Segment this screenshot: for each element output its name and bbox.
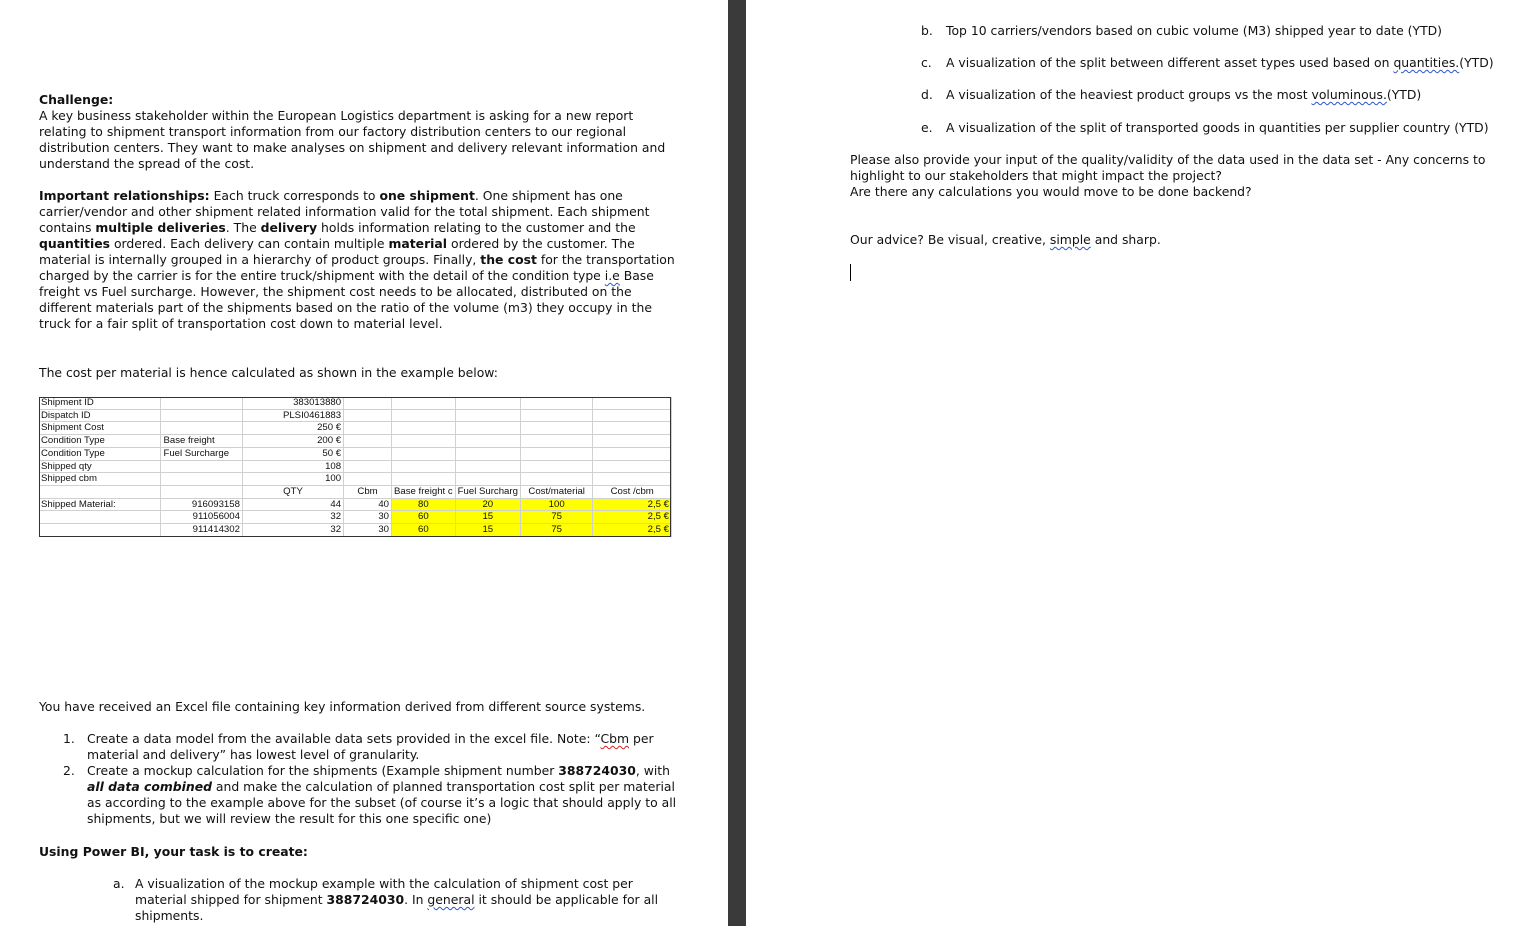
table-cell: 30 [344, 524, 392, 537]
relationships-paragraph [39, 188, 679, 332]
table-cell [161, 460, 242, 473]
table-cell [455, 409, 520, 422]
table-cell: Cbm [344, 485, 392, 498]
table-cell: 250 € [242, 422, 343, 435]
table-cell [161, 473, 242, 486]
table-cell: 383013880 [242, 397, 343, 409]
table-cell: 32 [242, 524, 343, 537]
list-text: and make the calculation of planned transportation cost split per material as according to the example above for the subset (of course it’s a logic that should apply to all shipments, but we will review the result for this one specific one) [87, 779, 677, 826]
rel-text: ordered by the customer. The material is internally grouped in a hierarchy of product groups. Finally, [39, 236, 635, 267]
table-cell [520, 435, 592, 448]
table-cell [161, 422, 242, 435]
table-cell: 75 [520, 524, 592, 537]
table-cell: 60 [392, 524, 456, 537]
table-row [39, 435, 672, 448]
rel-bold: multiple deliveries [95, 220, 226, 235]
table-cell [39, 511, 161, 524]
table-cell: Cost /cbm [593, 485, 672, 498]
list-text: Create a data model from the available data sets provided in the excel file. Note: “ [87, 731, 601, 746]
rel-bold: the cost [480, 252, 537, 267]
rel-text: . The [225, 220, 261, 235]
table-cell: Condition Type [39, 435, 161, 448]
challenge-section [39, 92, 679, 172]
table-cell: 100 [242, 473, 343, 486]
list-letter: b. [921, 23, 933, 38]
list-text: , with [635, 763, 670, 778]
table-cell [455, 397, 520, 409]
spellcheck-word: quantities. [1393, 55, 1460, 70]
table-cell: 50 € [242, 447, 343, 460]
table-cell: 100 [520, 498, 592, 511]
table-cell: Base freight c [392, 485, 456, 498]
table-cell [392, 435, 456, 448]
table-cell [593, 422, 672, 435]
table-cell [520, 473, 592, 486]
right-item-d [921, 87, 1521, 103]
challenge-body: A key business stakeholder within the European Logistics department is asking for a new report relating to shipment transport information from our factory distribution centers to our regional distribution centers. They want to make analyses on shipment and delivery relevant information and understand the spread of the cost. [39, 108, 666, 171]
spellcheck-word: general [427, 892, 475, 907]
list-item [39, 763, 679, 827]
table-cell: 108 [242, 460, 343, 473]
table-cell [520, 460, 592, 473]
table-cell: 2,5 € [593, 511, 672, 524]
table-cell [392, 473, 456, 486]
table-cell [455, 460, 520, 473]
table-cell [455, 435, 520, 448]
table-cell: 916093158 [161, 498, 242, 511]
spellcheck-word: simple [1049, 232, 1091, 247]
table-cell [344, 409, 392, 422]
rel-text: holds information relating to the customer and the [317, 220, 636, 235]
rel-text: for the transportation charged by the carrier is for the entire truck/shipment with the detail of the condition type [39, 252, 675, 283]
table-cell: Cost/material [520, 485, 592, 498]
table-cell: 30 [344, 511, 392, 524]
page-divider [728, 0, 746, 926]
list-text: it should be applicable for all shipments. [135, 892, 659, 923]
table-cell: Fuel Surcharg [455, 485, 520, 498]
table-row [39, 524, 672, 537]
table-cell [520, 422, 592, 435]
table-cell [455, 473, 520, 486]
shipment-number: 388724030 [326, 892, 405, 907]
table-cell: Shipped cbm [39, 473, 161, 486]
table-cell [344, 422, 392, 435]
list-letter: d. [921, 87, 933, 102]
list-emphasis: all data combined [87, 779, 212, 794]
table-row [39, 485, 672, 498]
list-text: (YTD) [1386, 87, 1422, 102]
table-row [39, 409, 672, 422]
list-letter: e. [921, 120, 933, 135]
table-cell [344, 473, 392, 486]
rel-text: Base freight vs Fuel surcharge. However, the shipment cost needs to be allocated, distributed on the different materials part of the shipments based on the ratio of the volume (m3) they occupy in the truck for a fair split of transportation cost down to material level. [39, 268, 654, 331]
table-cell: 60 [392, 511, 456, 524]
excel-intro: You have received an Excel file containing key information derived from different source systems. [39, 699, 646, 714]
task-list [39, 876, 679, 924]
table-row [39, 460, 672, 473]
list-text: A visualization of the split of transported goods in quantities per supplier country (YTD) [946, 120, 1489, 135]
list-text: (YTD) [1459, 55, 1494, 70]
list-text: A visualization of the heaviest product groups vs the most [946, 87, 1312, 102]
table-cell [39, 485, 161, 498]
rel-text: . One shipment has one carrier/vendor and other shipment related information valid for the total shipment. Each shipment contains [39, 188, 650, 235]
list-number: 2. [63, 763, 75, 778]
list-item [39, 731, 679, 763]
rel-bold: one shipment [379, 188, 475, 203]
table-cell: 2,5 € [593, 524, 672, 537]
table-cell: 40 [344, 498, 392, 511]
right-page [746, 0, 1540, 926]
table-cell [593, 460, 672, 473]
spellcheck-word: i.e [604, 268, 620, 283]
table-cell [161, 397, 242, 409]
table-cell [344, 447, 392, 460]
table-cell: Dispatch ID [39, 409, 161, 422]
list-letter: c. [921, 55, 932, 70]
list-text: . In [404, 892, 428, 907]
rel-text: Each truck corresponds to [209, 188, 380, 203]
text-cursor[interactable] [850, 264, 851, 281]
spellcheck-word: Cbm [600, 731, 630, 746]
table-cell: 75 [520, 511, 592, 524]
table-cell [593, 435, 672, 448]
table-cell [392, 447, 456, 460]
list-text: Top 10 carriers/vendors based on cubic volume (M3) shipped year to date (YTD) [946, 23, 1443, 38]
table-cell [520, 447, 592, 460]
table-row [39, 397, 672, 409]
table-cell: 15 [455, 511, 520, 524]
table-cell [392, 409, 456, 422]
relationships-section [39, 188, 679, 332]
table-cell: 32 [242, 511, 343, 524]
table-cell: QTY [242, 485, 343, 498]
table-cell [344, 460, 392, 473]
list-text: A visualization of the split between different asset types used based on [946, 55, 1394, 70]
task-heading [39, 844, 679, 860]
table-cell: PLSI0461883 [242, 409, 343, 422]
example-table [39, 397, 672, 537]
table-cell: 911056004 [161, 511, 242, 524]
table-cell [520, 397, 592, 409]
table-row [39, 447, 672, 460]
table-cell: Shipment Cost [39, 422, 161, 435]
advice-text: and sharp. [1090, 232, 1161, 247]
backend-question: Are there any calculations you would move to be done backend? [850, 184, 1252, 199]
table-cell [161, 409, 242, 422]
table-cell: Shipped qty [39, 460, 161, 473]
right-item-c [921, 55, 1521, 71]
table-cell [593, 397, 672, 409]
right-item-b [921, 23, 1521, 39]
table-cell [344, 397, 392, 409]
spellcheck-word: voluminous. [1311, 87, 1387, 102]
table-cell [593, 473, 672, 486]
table-cell [455, 447, 520, 460]
rel-bold: delivery [260, 220, 318, 235]
rel-text: ordered. Each delivery can contain multiple [110, 236, 389, 251]
rel-bold: material [388, 236, 448, 251]
quality-section [850, 152, 1490, 200]
table-cell: 20 [455, 498, 520, 511]
shipment-number: 388724030 [558, 763, 636, 778]
list-item [39, 876, 679, 924]
rel-bold: quantities [39, 236, 110, 251]
table-cell: 44 [242, 498, 343, 511]
table-cell: Shipped Material: [39, 498, 161, 511]
relationships-heading: Important relationships: [39, 188, 210, 203]
table-row [39, 511, 672, 524]
table-row [39, 498, 672, 511]
list-text: Create a mockup calculation for the shipments (Example shipment number [87, 763, 559, 778]
example-intro: The cost per material is hence calculated as shown in the example below: [39, 365, 498, 380]
list-letter: a. [113, 876, 125, 891]
advice-text: Our advice? Be visual, creative, [850, 232, 1050, 247]
challenge-heading: Challenge: [39, 92, 114, 107]
table-row [39, 422, 672, 435]
right-item-e [921, 120, 1521, 136]
table-cell: 2,5 € [593, 498, 672, 511]
table-cell [593, 447, 672, 460]
table-cell [520, 409, 592, 422]
table-cell: 15 [455, 524, 520, 537]
table-cell [392, 397, 456, 409]
table-cell [344, 435, 392, 448]
table-row [39, 473, 672, 486]
table-cell [392, 422, 456, 435]
table-cell [392, 460, 456, 473]
table-cell [39, 524, 161, 537]
list-number: 1. [63, 731, 75, 746]
table-cell: 80 [392, 498, 456, 511]
list-text: per material and delivery” has lowest level of granularity. [87, 731, 654, 762]
list-text: A visualization of the mockup example with the calculation of shipment cost per material shipped for shipment [135, 876, 633, 907]
table-cell: Condition Type [39, 447, 161, 460]
numbered-list [39, 731, 679, 827]
table-cell [161, 485, 242, 498]
table-cell [455, 422, 520, 435]
table-cell: Base freight [161, 435, 242, 448]
table-cell: 200 € [242, 435, 343, 448]
advice-line [850, 232, 1490, 248]
table-cell: Fuel Surcharge [161, 447, 242, 460]
table-cell [593, 409, 672, 422]
quality-paragraph: Please also provide your input of the quality/validity of the data used in the data set - Any concerns to highlight to our stakeholders that might impact the project? [850, 152, 1486, 183]
table-cell: Shipment ID [39, 397, 161, 409]
task-heading-text: Using Power BI, your task is to create: [39, 844, 308, 859]
table-cell: 911414302 [161, 524, 242, 537]
